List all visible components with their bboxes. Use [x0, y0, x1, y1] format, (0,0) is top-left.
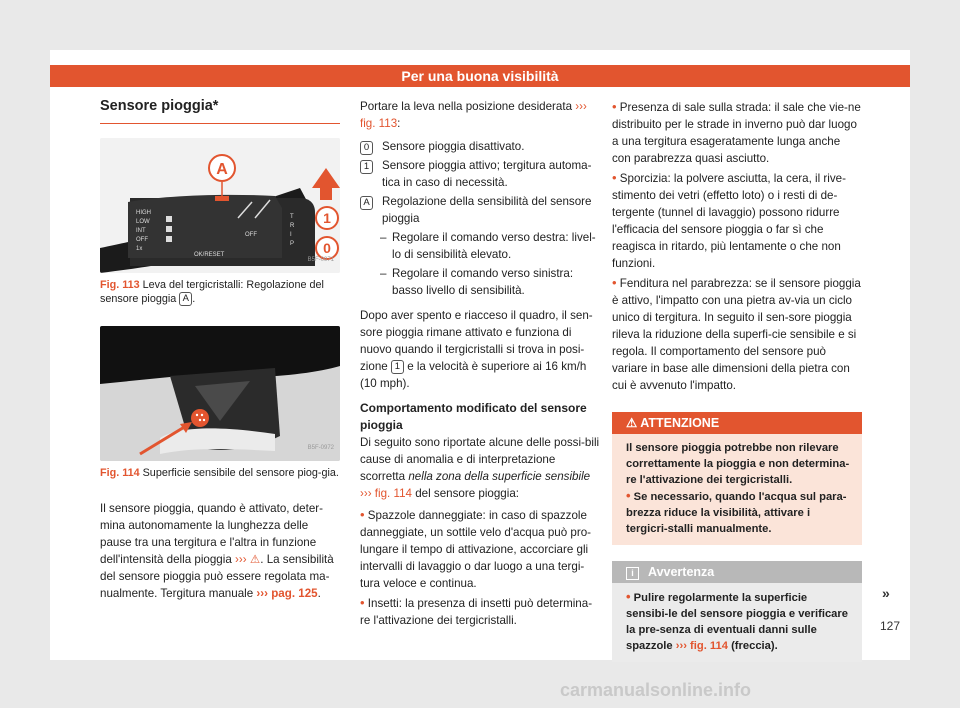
- column-left: [100, 98, 340, 610]
- warning-reference[interactable]: ›››: [235, 553, 247, 566]
- figure-114-number: Fig. 114: [100, 467, 140, 479]
- bullet-mark: •: [612, 99, 617, 114]
- figure-113-caption: Fig. 113 Leva del tergicristalli: Regolazione del sensore pioggia A .: [100, 279, 324, 305]
- figure-114-caption: [100, 467, 340, 480]
- warning-bullet: [626, 488, 852, 537]
- rain-sensor-paragraph: [100, 500, 340, 602]
- note-text: Pulire regolarmente la superficie sensibi-le del sensore pioggia e verificare la pre-senza di eventuali danni sulle spazzole: [626, 592, 848, 652]
- paragraph-text-2: . La sensibilità del sensore pioggia può essere regolata ma-nualmente. Tergitura manuale: [100, 553, 334, 600]
- note-box-body: [612, 583, 862, 662]
- dash-mark: –: [380, 267, 387, 280]
- callout-a-label: A: [216, 161, 228, 178]
- continue-mark: »: [882, 585, 890, 601]
- lever-pos-1x: 1x: [136, 246, 143, 252]
- bullet-item: [360, 506, 600, 592]
- wiper-lever-illustration: [100, 138, 340, 273]
- dash-item-text: Regolare il comando verso destra: livel-lo di sensibilità elevato.: [392, 231, 596, 261]
- figure-114-caption-text: Superficie sensibile del sensore piog-gia.: [142, 467, 339, 479]
- bullet-item: [612, 169, 862, 272]
- key-0: 0: [360, 141, 373, 155]
- warning-box-body: [612, 434, 862, 545]
- fig-114-link[interactable]: ››› fig. 114: [675, 640, 728, 652]
- fig-114-link[interactable]: ››› fig. 114: [360, 487, 412, 500]
- page-header: Per una buona visibilità: [50, 65, 910, 87]
- callout-0-label: 0: [323, 240, 331, 256]
- paragraph-text: Dopo aver spento e riacceso il quadro, il sen-sore pioggia rimane attivato e funziona di nuovo quando il tergicristalli si trova in posi-zione: [360, 309, 593, 373]
- column-middle: [360, 98, 600, 637]
- figure-113-code: B5F-0971: [307, 257, 334, 263]
- bullet-mark: •: [360, 507, 365, 522]
- note-box-header: [612, 561, 862, 583]
- bullet-mark: •: [360, 595, 365, 610]
- bullet-mark: •: [626, 589, 631, 604]
- subheading: Comportamento modificato del sensore pioggia: [360, 401, 587, 432]
- warning-bullet-text: Se necessario, quando l'acqua sul para-brezza riduce la visibilità, attivare i tergicri-stalli manualmente.: [626, 491, 847, 535]
- intro-text: Portare la leva nella posizione desiderata: [360, 100, 573, 113]
- italic-text: nella zona della superficie sensibile: [408, 470, 591, 483]
- page-number: 127: [880, 619, 901, 633]
- key-1: 1: [391, 360, 404, 374]
- intro-end: :: [397, 117, 401, 130]
- paragraph-text-2: del sensore pioggia:: [415, 487, 519, 500]
- paragraph-end: .: [317, 587, 321, 600]
- column-right: [612, 98, 862, 662]
- warning-title: ATTENZIONE: [640, 416, 720, 430]
- figure-114: [100, 326, 340, 461]
- lever-pos-off: OFF: [136, 237, 148, 243]
- dash-item: [360, 265, 600, 299]
- list-item-text: Sensore pioggia attivo; tergitura automa-tica in caso di necessità.: [382, 159, 592, 189]
- dash-item-text: Regolare il comando verso sinistra: basso livello di sensibilità.: [392, 267, 574, 297]
- list-item: [360, 157, 600, 191]
- bullet-mark: •: [612, 170, 617, 185]
- rain-sensor-illustration: [100, 326, 340, 461]
- key-a: A: [360, 196, 373, 210]
- note-text-2: (freccia).: [731, 640, 778, 652]
- list-item: [360, 138, 600, 155]
- bullet-text: Insetti: la presenza di insetti può determina-re l'attivazione dei tergicristalli.: [360, 597, 593, 627]
- figure-113-number: Fig. 113: [100, 279, 140, 291]
- list-item-text: Sensore pioggia disattivato.: [382, 140, 525, 153]
- intro-paragraph: [360, 98, 600, 132]
- bullet-mark: •: [612, 275, 617, 290]
- fig-113-link[interactable]: ››› fig. 113: [360, 100, 587, 130]
- lever-pos-high: HIGH: [136, 210, 151, 216]
- key-a: A: [179, 292, 192, 306]
- paragraph-text: Il sensore pioggia, quando è attivato, deter-mina autonomamente la lunghezza delle pause tra una tergitura e l'altra in funzione dell'intensità della pioggia: [100, 502, 324, 566]
- bullet-text: Presenza di sale sulla strada: il sale che vie-ne distribuito per le strade in inverno può dar luogo a una tergitura esageratamente lunga anche con parabrezza quasi asciutto.: [612, 101, 861, 165]
- watermark: carmanualsonline.info: [560, 680, 752, 700]
- warning-text: Il sensore pioggia potrebbe non rilevare correttamente la pioggia e non determina-re l'attivazione dei tergicristalli.: [626, 442, 850, 486]
- page-125-link[interactable]: ››› pag. 125: [256, 587, 318, 600]
- bullet-text: Sporcizia: la polvere asciutta, la cera, il rive-stimento dei vetri (effetto loto) o i resti di de-tergente (tunnel di lavaggio) possono ridurre l'efficacia del sensore pioggia o far sì che reagisca in ritardo, più lentamente o che non funzioni.: [612, 172, 846, 270]
- ok-reset-label: OK/RESET: [194, 252, 225, 258]
- figure-113: [100, 138, 340, 273]
- bullet-text: Spazzole danneggiate: in caso di spazzole danneggiate, un sottile velo d'acqua può pro-lungare il tempo di attivazione, accorciare gli intervalli di lavaggio o dar luogo a una tergi-tura veloce e continua.: [360, 509, 592, 590]
- paragraph-text: Di seguito sono riportate alcune delle possi-bili cause di anomalia e di interpretazione scorretta: [360, 436, 600, 483]
- dash-mark: –: [380, 231, 387, 244]
- lever-pos-low: LOW: [136, 219, 150, 225]
- causes-paragraph: [360, 434, 600, 502]
- trip-letter-i: I: [290, 232, 292, 238]
- note-title: Avvertenza: [648, 565, 715, 579]
- lever-pos-int: INT: [136, 228, 146, 234]
- trip-letter-r: R: [290, 223, 295, 229]
- restart-paragraph: [360, 307, 600, 392]
- bullet-mark: •: [626, 488, 631, 503]
- trip-letter-t: T: [290, 214, 294, 220]
- figure-113-caption-text: Leva del tergicristalli: Regolazione del sensore pioggia: [100, 279, 324, 305]
- bullet-text: Fenditura nel parabrezza: se il sensore pioggia è attivo, l'impatto con una pietra av-via un ciclo unico di tergitura. In seguito il sen-sore pioggia rileva la riduzione della superfi-cie sensibile e si regola. Il comportamento del sensore può variare in base alle dimensioni della pietra con cui è avvenuto l'impatto.: [612, 277, 861, 392]
- list-item-text: Regolazione della sensibilità del sensore pioggia: [382, 195, 592, 225]
- info-icon: i: [626, 567, 639, 580]
- callout-1-label: 1: [323, 210, 331, 226]
- lever-off-label: OFF: [245, 232, 257, 238]
- list-item: [360, 193, 600, 227]
- trip-letter-p: P: [290, 241, 295, 247]
- bullet-item: [612, 98, 862, 167]
- bullet-item: [612, 274, 862, 394]
- warning-triangle-icon: ⚠: [626, 416, 638, 430]
- warning-box-header: [612, 412, 862, 434]
- figure-114-code: B5F-0972: [307, 445, 334, 451]
- key-1: 1: [360, 160, 373, 174]
- paragraph-text-2: e la velocità è superiore ai 16 km/h (10 mph).: [360, 360, 587, 390]
- bullet-item: [360, 594, 600, 629]
- section-title: Sensore pioggia*: [100, 98, 340, 124]
- dash-item: [360, 229, 600, 263]
- warning-triangle-icon: ⚠: [249, 553, 261, 566]
